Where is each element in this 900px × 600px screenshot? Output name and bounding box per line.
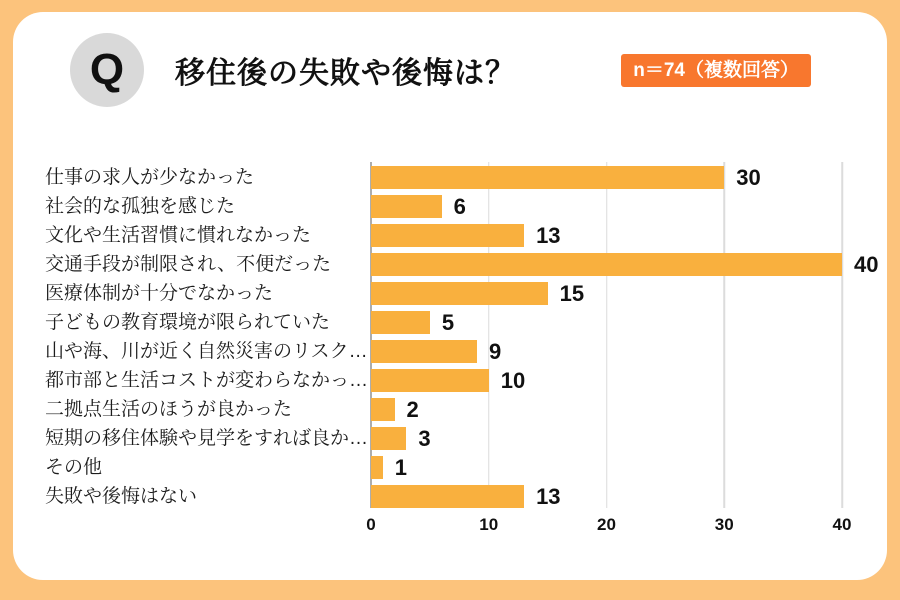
bar <box>371 369 489 392</box>
category-label: 仕事の求人が少なかった <box>45 167 255 188</box>
x-axis <box>366 515 852 538</box>
bar-row <box>45 195 874 218</box>
infographic-card <box>13 12 887 580</box>
bar-value-label: 15 <box>559 280 585 306</box>
bar-row <box>45 485 874 508</box>
category-label: 文化や生活習慣に慣れなかった <box>45 225 312 246</box>
bar-value-label: 3 <box>418 425 431 451</box>
bar-row <box>45 340 874 363</box>
sample-size-badge: n＝74（複数回答） <box>621 54 811 87</box>
bar <box>371 456 383 479</box>
bar-rows <box>45 164 879 509</box>
category-label: 二拠点生活のほうが良かった <box>45 399 293 420</box>
bar-value-label: 5 <box>441 309 455 335</box>
x-axis-tick: 10 <box>479 515 499 534</box>
category-label: その他 <box>45 457 103 478</box>
bar <box>371 311 430 334</box>
bar-track <box>371 166 842 189</box>
header <box>70 33 887 107</box>
bar-track <box>371 369 842 392</box>
bar <box>371 195 442 218</box>
bar-row <box>45 369 874 392</box>
category-label: 短期の移住体験や見学をすれば良か… <box>45 428 369 449</box>
bar-chart <box>45 164 879 538</box>
bar-value-label: 2 <box>406 396 419 422</box>
plot-area <box>45 164 879 509</box>
x-axis-tick: 30 <box>714 515 734 534</box>
bar-value-label: 1 <box>394 454 408 480</box>
bar <box>371 166 724 189</box>
bar-row <box>45 282 874 305</box>
question-circle <box>70 33 144 107</box>
bar <box>371 253 842 276</box>
bar-value-label: 40 <box>854 251 879 277</box>
bar-row <box>45 398 874 421</box>
bar-value-label: 10 <box>500 367 526 393</box>
bar-row <box>45 311 874 334</box>
bar-track <box>371 485 842 508</box>
category-label: 医療体制が十分でなかった <box>45 283 274 304</box>
bar-track <box>371 311 842 334</box>
bar-track <box>371 398 842 421</box>
bar-value-label: 30 <box>736 164 761 190</box>
bar-track <box>371 340 842 363</box>
bar-value-label: 13 <box>536 483 561 509</box>
bar-value-label: 13 <box>536 222 561 248</box>
bar-row <box>45 456 874 479</box>
bar-row <box>45 427 874 450</box>
bar <box>371 398 395 421</box>
bar-track <box>371 251 879 277</box>
page-title: 移住後の失敗や後悔は？ <box>175 57 516 90</box>
bar <box>371 282 548 305</box>
category-label: 都市部と生活コストが変わらなかっ… <box>45 370 369 391</box>
bar-value-label: 9 <box>488 338 502 364</box>
x-axis-tick: 20 <box>597 515 616 534</box>
x-axis-tick: 0 <box>366 515 376 534</box>
category-label: 交通手段が制限され、不便だった <box>45 254 332 275</box>
bar <box>371 427 406 450</box>
category-label: 子どもの教育環境が限られていた <box>45 312 331 333</box>
bar-track <box>371 456 842 479</box>
question-letter: Q <box>89 45 125 94</box>
x-axis-tick: 40 <box>832 515 852 534</box>
category-label: 失敗や後悔はない <box>45 486 198 507</box>
bar-row <box>45 166 874 189</box>
bar <box>371 485 524 508</box>
bar-row <box>45 224 874 247</box>
bar <box>371 340 477 363</box>
bar-track <box>371 224 842 247</box>
bar-row <box>45 251 879 277</box>
category-label: 山や海、川が近く自然災害のリスク… <box>45 341 368 362</box>
bar-track <box>371 282 842 305</box>
bar-value-label: 6 <box>453 193 466 219</box>
category-label: 社会的な孤独を感じた <box>45 196 236 217</box>
bar <box>371 224 524 247</box>
bar-track <box>371 427 842 450</box>
bar-track <box>371 195 842 218</box>
